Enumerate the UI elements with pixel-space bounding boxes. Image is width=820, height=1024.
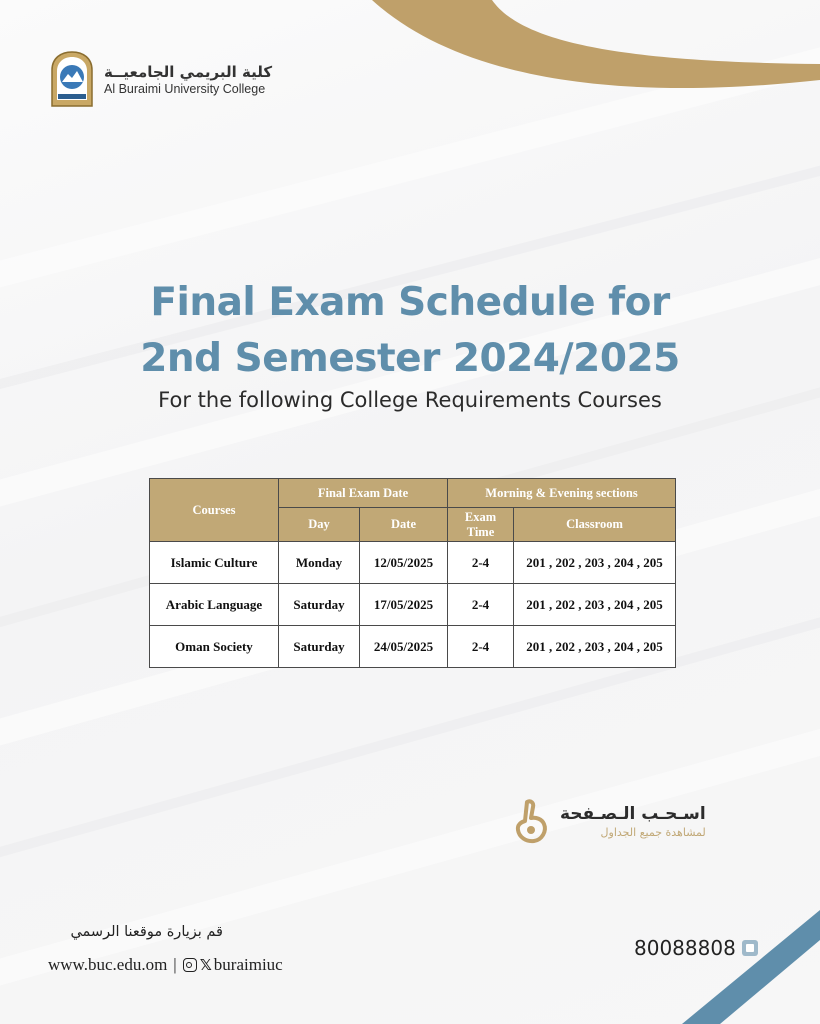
contact-links [48,955,283,975]
phone-number[interactable]: 80088808 [634,936,736,960]
table-row [150,542,676,584]
college-name-arabic: كلية البريمي الجامعيــة [104,62,273,81]
classroom-cell: 201 , 202 , 203 , 204 , 205 [514,542,676,584]
time-cell: 2-4 [448,584,514,626]
classroom-cell: 201 , 202 , 203 , 204 , 205 [514,584,676,626]
website-link[interactable]: www.buc.edu.om [48,955,168,974]
course-cell: Arabic Language [150,584,279,626]
page-title-line-2: 2nd Semester 2024/2025 [140,336,680,381]
swipe-hint [512,798,706,844]
date-cell: 12/05/2025 [360,542,448,584]
table-header-row [150,479,676,508]
day-cell: Saturday [279,584,360,626]
classroom-cell: 201 , 202 , 203 , 204 , 205 [514,626,676,668]
date-cell: 17/05/2025 [360,584,448,626]
header-exam-time: Exam Time [448,508,514,542]
instagram-icon[interactable] [183,958,197,972]
college-name-english: Al Buraimi University College [104,81,266,96]
time-cell: 2-4 [448,542,514,584]
hand-swipe-icon [512,798,552,844]
header-sections: Morning & Evening sections [448,479,676,508]
header-classroom: Classroom [514,508,676,542]
page-title-line-1: Final Exam Schedule for [150,280,670,325]
exam-schedule-table [149,478,676,668]
time-cell: 2-4 [448,626,514,668]
corner-stripe-decoration [680,900,820,1024]
social-handle[interactable]: buraimiuc [213,955,283,974]
course-cell: Islamic Culture [150,542,279,584]
header-day: Day [279,508,360,542]
course-cell: Oman Society [150,626,279,668]
header-final-exam-date: Final Exam Date [279,479,448,508]
page-subtitle: For the following College Requirements Courses [158,388,662,412]
x-twitter-icon[interactable]: 𝕏 [199,956,212,974]
day-cell: Saturday [279,626,360,668]
table-row [150,626,676,668]
college-logo [48,50,272,108]
visit-website-text: قم بزيارة موقعنا الرسمي [70,924,223,940]
swipe-title: اسـحـب الـصـفحة [560,803,706,824]
swipe-subtitle: لمشاهدة جميع الجداول [600,825,706,839]
date-cell: 24/05/2025 [360,626,448,668]
table-row [150,584,676,626]
day-cell: Monday [279,542,360,584]
separator: | [173,955,177,974]
header-courses: Courses [150,479,279,542]
college-seal-icon [48,50,96,108]
header-date: Date [360,508,448,542]
